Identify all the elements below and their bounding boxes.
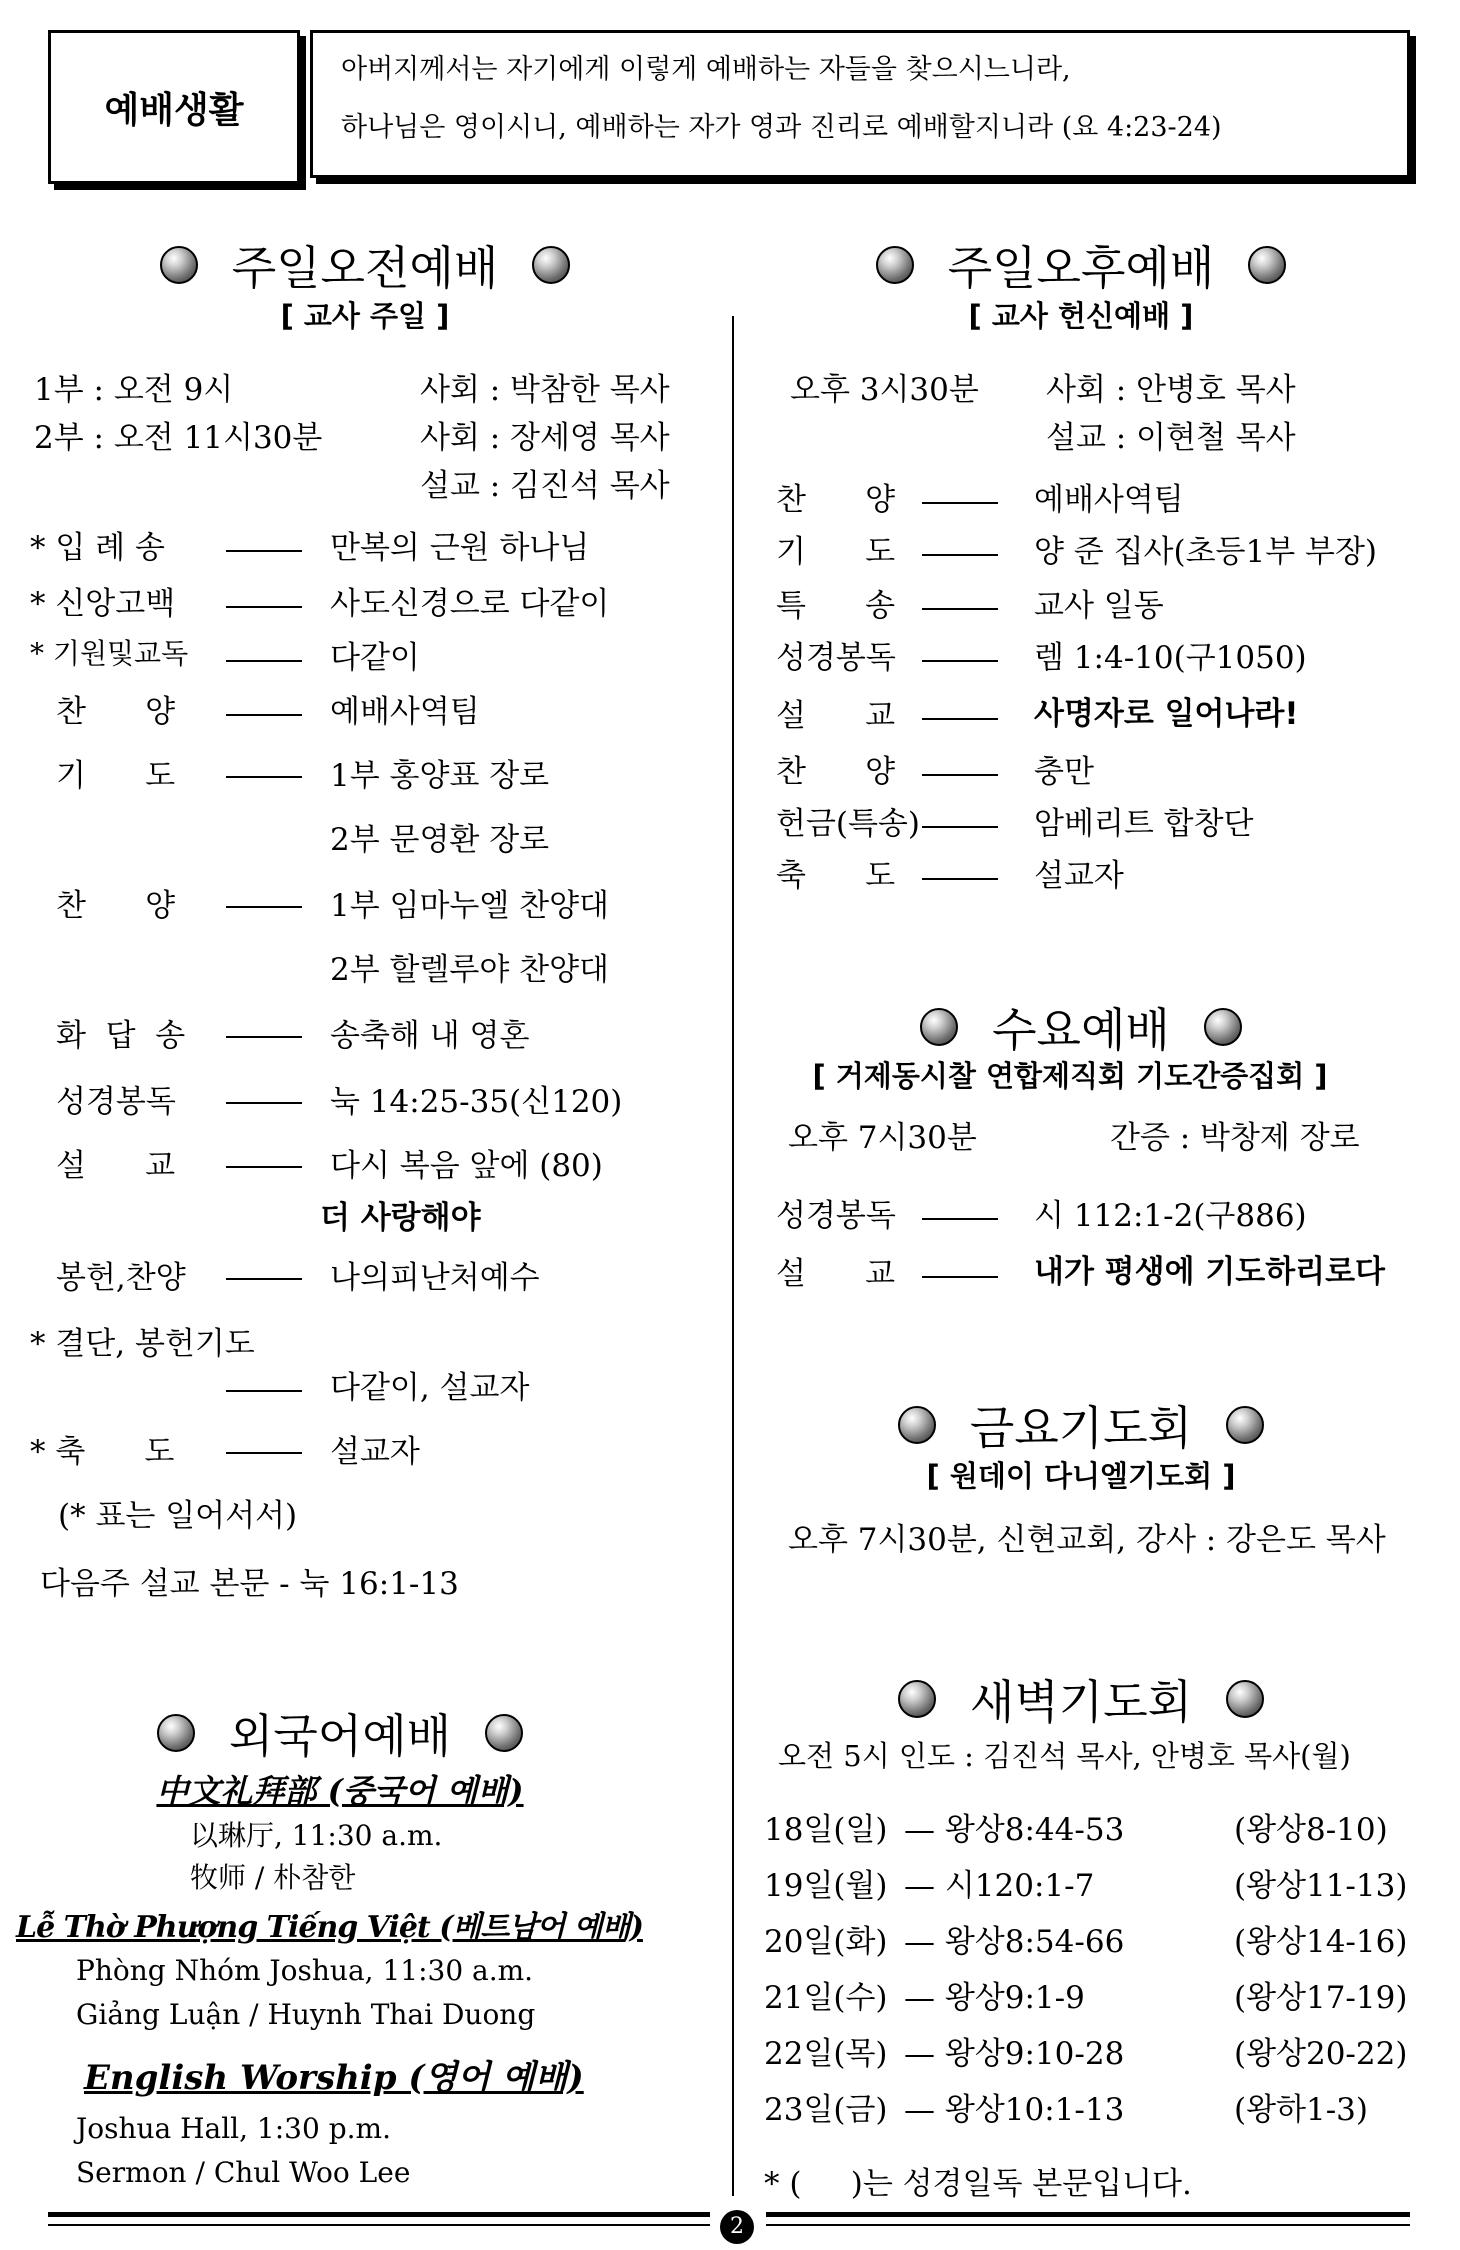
english-worship-line-1: Joshua Hall, 1:30 p.m. [76,2112,391,2145]
order-value: 설교자 [1034,858,1124,894]
order-label: 기 도 [776,534,896,570]
order-value: 설교자 [330,1434,420,1470]
next-week-text: 다음주 설교 본문 - 눅 16:1-13 [40,1566,459,1602]
order-label: 축 도 [776,858,896,894]
order-value: 시 112:1-2(구886) [1034,1198,1307,1234]
order-label: 특 송 [776,588,896,624]
bullet-ball-icon [160,246,198,284]
order-value: 다같이, 설교자 [330,1370,530,1406]
order-label: 성경봉독 [56,1084,176,1120]
bullet-ball-icon [1226,1680,1264,1718]
dawn-reading: (왕상17-19) [1234,1980,1408,2016]
dawn-day: 18일(일) [764,1812,888,1848]
dawn-info: 오전 5시 인도 : 김진석 목사, 안병호 목사(월) [778,1739,1351,1773]
bullet-ball-icon [898,1680,936,1718]
order-value: 암베리트 합창단 [1034,806,1254,842]
section-label: 예배생활 [104,89,244,131]
bullet-ball-icon [485,1714,523,1752]
dash-line [226,766,302,785]
order-label: 화 답 송 [56,1018,186,1054]
bottom-rule-right [766,2212,1410,2217]
dash-line [226,650,302,669]
morning-leader-1: 사회 : 박참한 목사 [420,372,670,408]
dawn-reading: (왕상8-10) [1234,1812,1388,1848]
foreign-title: 외국어예배 [228,1709,452,1763]
bottom-rule-left-thin [48,2224,710,2226]
afternoon-title-row [856,232,1306,298]
order-value: 2부 할렐루야 찬양대 [330,952,609,988]
order-label: 봉헌,찬양 [56,1260,186,1296]
vietnamese-worship-line-1: Phòng Nhóm Joshua, 11:30 a.m. [76,1954,534,1987]
dash-line [922,544,998,563]
dash-line [922,650,998,669]
dawn-text: — 왕상9:10-28 [904,2036,1125,2072]
dawn-title: 새벽기도회 [969,1675,1193,1729]
order-value: 1부 홍양표 장로 [330,758,550,794]
friday-info: 오후 7시30분, 신현교회, 강사 : 강은도 목사 [788,1522,1386,1558]
vietnamese-worship-title: Lễ Thờ Phượng Tiếng Việt (베트남어 예배) [16,1910,643,1945]
order-value: 예배사역팀 [1034,482,1184,518]
morning-title-row [150,232,580,298]
dash-line [226,896,302,915]
dawn-day: 22일(목) [764,2036,888,2072]
dawn-title-row [856,1666,1306,1732]
order-value: 예배사역팀 [330,694,480,730]
sermon-title: 더 사랑해야 [320,1200,481,1236]
bullet-ball-icon [532,246,570,284]
order-label: 찬 양 [56,888,176,924]
friday-title: 금요기도회 [969,1401,1193,1455]
foreign-title-row [120,1700,560,1766]
dash-line [226,1156,302,1175]
order-value: 나의피난처예수 [330,1260,540,1296]
dawn-reading: (왕하1-3) [1234,2092,1369,2128]
order-label: 기 도 [56,758,176,794]
verse-line-2: 하나님은 영이시니, 예배하는 자가 영과 진리로 예배할지니라 (요 4:23-24) [341,112,1222,143]
order-label: 성경봉독 [776,1198,896,1234]
chinese-worship-line-1: 以琳厅, 11:30 a.m. [190,1819,443,1852]
morning-preacher: 설교 : 김진석 목사 [420,468,670,504]
bullet-ball-icon [876,246,914,284]
vietnamese-worship-line-2: Giảng Luận / Huynh Thai Duong [76,1998,536,2031]
order-label: * 축 도 [30,1434,175,1470]
afternoon-sermon-title: 사명자로 일어나라! [1034,696,1299,732]
friday-subtitle: [ 원데이 다니엘기도회 ] [926,1459,1236,1493]
wednesday-title: 수요예배 [992,1003,1170,1057]
dawn-text: — 왕상8:54-66 [904,1924,1125,1960]
order-value: 2부 문영환 장로 [330,822,550,858]
dawn-day: 19일(월) [764,1868,888,1904]
chinese-worship-line-2: 牧师 / 朴참한 [190,1861,356,1894]
verse-line-1: 아버지께서는 자기에게 이렇게 예배하는 자들을 찾으시느니라, [341,54,1071,85]
bottom-rule-right-thin [766,2224,1410,2226]
wednesday-subtitle: [ 거제동시찰 연합제직회 기도간증집회 ] [812,1059,1328,1093]
dawn-reading: (왕상11-13) [1234,1868,1408,1904]
order-label: 찬 양 [776,482,896,518]
wednesday-testimony: 간증 : 박창제 장로 [1110,1120,1360,1156]
morning-time-1: 1부 : 오전 9시 [34,372,234,408]
order-value: 다같이 [330,640,420,676]
afternoon-leader: 사회 : 안병호 목사 [1046,372,1296,408]
dash-line [922,1208,998,1227]
order-value: 눅 14:25-35(신120) [330,1084,623,1120]
dash-line [226,596,302,615]
order-value: 1부 임마누엘 찬양대 [330,888,609,924]
dash-line [226,1380,302,1399]
order-value: 교사 일동 [1034,588,1164,624]
morning-title: 주일오전예배 [231,241,499,295]
order-label: * 기원및교독 [30,637,189,670]
dawn-day: 21일(수) [764,1980,888,2016]
morning-leader-2: 사회 : 장세영 목사 [420,420,670,456]
afternoon-preacher: 설교 : 이현철 목사 [1046,420,1296,456]
dash-line [922,1266,998,1285]
order-label: 찬 양 [56,694,176,730]
order-value: 렘 1:4-10(구1050) [1034,640,1307,676]
dash-line [226,1268,302,1287]
chinese-worship-title: 中文礼拜部 (중국어 예배) [156,1772,524,1810]
wednesday-time: 오후 7시30분 [788,1120,977,1156]
order-label: 설 교 [56,1148,176,1184]
afternoon-time: 오후 3시30분 [790,372,979,408]
wednesday-sermon-title: 내가 평생에 기도하리로다 [1034,1254,1385,1290]
dash-line [922,764,998,783]
friday-title-row [856,1392,1306,1458]
verse-box [310,30,1410,178]
order-value: 충만 [1034,754,1094,790]
section-label-box [48,30,300,184]
dawn-footnote: * ( )는 성경일독 본문입니다. [764,2166,1192,2202]
order-value: 사도신경으로 다같이 [330,586,610,622]
morning-time-2: 2부 : 오전 11시30분 [34,420,323,456]
dawn-reading: (왕상14-16) [1234,1924,1408,1960]
dash-line [226,540,302,559]
bullet-ball-icon [1226,1406,1264,1444]
dawn-text: — 왕상8:44-53 [904,1812,1125,1848]
order-label: 설 교 [776,698,896,734]
dawn-reading: (왕상20-22) [1234,2036,1408,2072]
bullet-ball-icon [157,1714,195,1752]
order-label: * 결단, 봉헌기도 [30,1326,255,1362]
dawn-text: — 왕상9:1-9 [904,1980,1085,2016]
dash-line [226,1442,302,1461]
dawn-day: 23일(금) [764,2092,888,2128]
bottom-rule-left [48,2212,710,2217]
morning-subtitle: [ 교사 주일 ] [280,299,450,333]
order-value: 송축해 내 영혼 [330,1018,530,1054]
page-number: 2 [720,2210,754,2244]
dash-line [922,816,998,835]
dawn-text: — 시120:1-7 [904,1868,1095,1904]
order-label: * 입 례 송 [30,530,165,566]
bullet-ball-icon [898,1406,936,1444]
order-label: 설 교 [776,1256,896,1292]
dash-line [922,708,998,727]
afternoon-subtitle: [ 교사 헌신예배 ] [968,299,1194,333]
wednesday-title-row [856,994,1306,1060]
column-divider [732,316,734,2196]
order-value: 양 준 집사(초등1부 부장) [1034,534,1377,570]
bullet-ball-icon [920,1008,958,1046]
standing-note: (* 표는 일어서서) [58,1498,298,1534]
order-value: 다시 복음 앞에 (80) [330,1148,603,1184]
order-value: 만복의 근원 하나님 [330,530,590,566]
order-label: * 신앙고백 [30,586,176,622]
bullet-ball-icon [1248,246,1286,284]
order-label: 찬 양 [776,754,896,790]
dash-line [922,598,998,617]
dash-line [226,704,302,723]
order-label: 헌금(특송) [776,806,920,842]
english-worship-line-2: Sermon / Chul Woo Lee [76,2156,411,2189]
dash-line [922,868,998,887]
dawn-day: 20일(화) [764,1924,888,1960]
english-worship-title: English Worship (영어 예배) [84,2058,584,2098]
bullet-ball-icon [1204,1008,1242,1046]
dash-line [922,492,998,511]
dawn-text: — 왕상10:1-13 [904,2092,1125,2128]
dash-line [226,1092,302,1111]
dash-line [226,1026,302,1045]
order-label: 성경봉독 [776,640,896,676]
afternoon-title: 주일오후예배 [947,241,1215,295]
